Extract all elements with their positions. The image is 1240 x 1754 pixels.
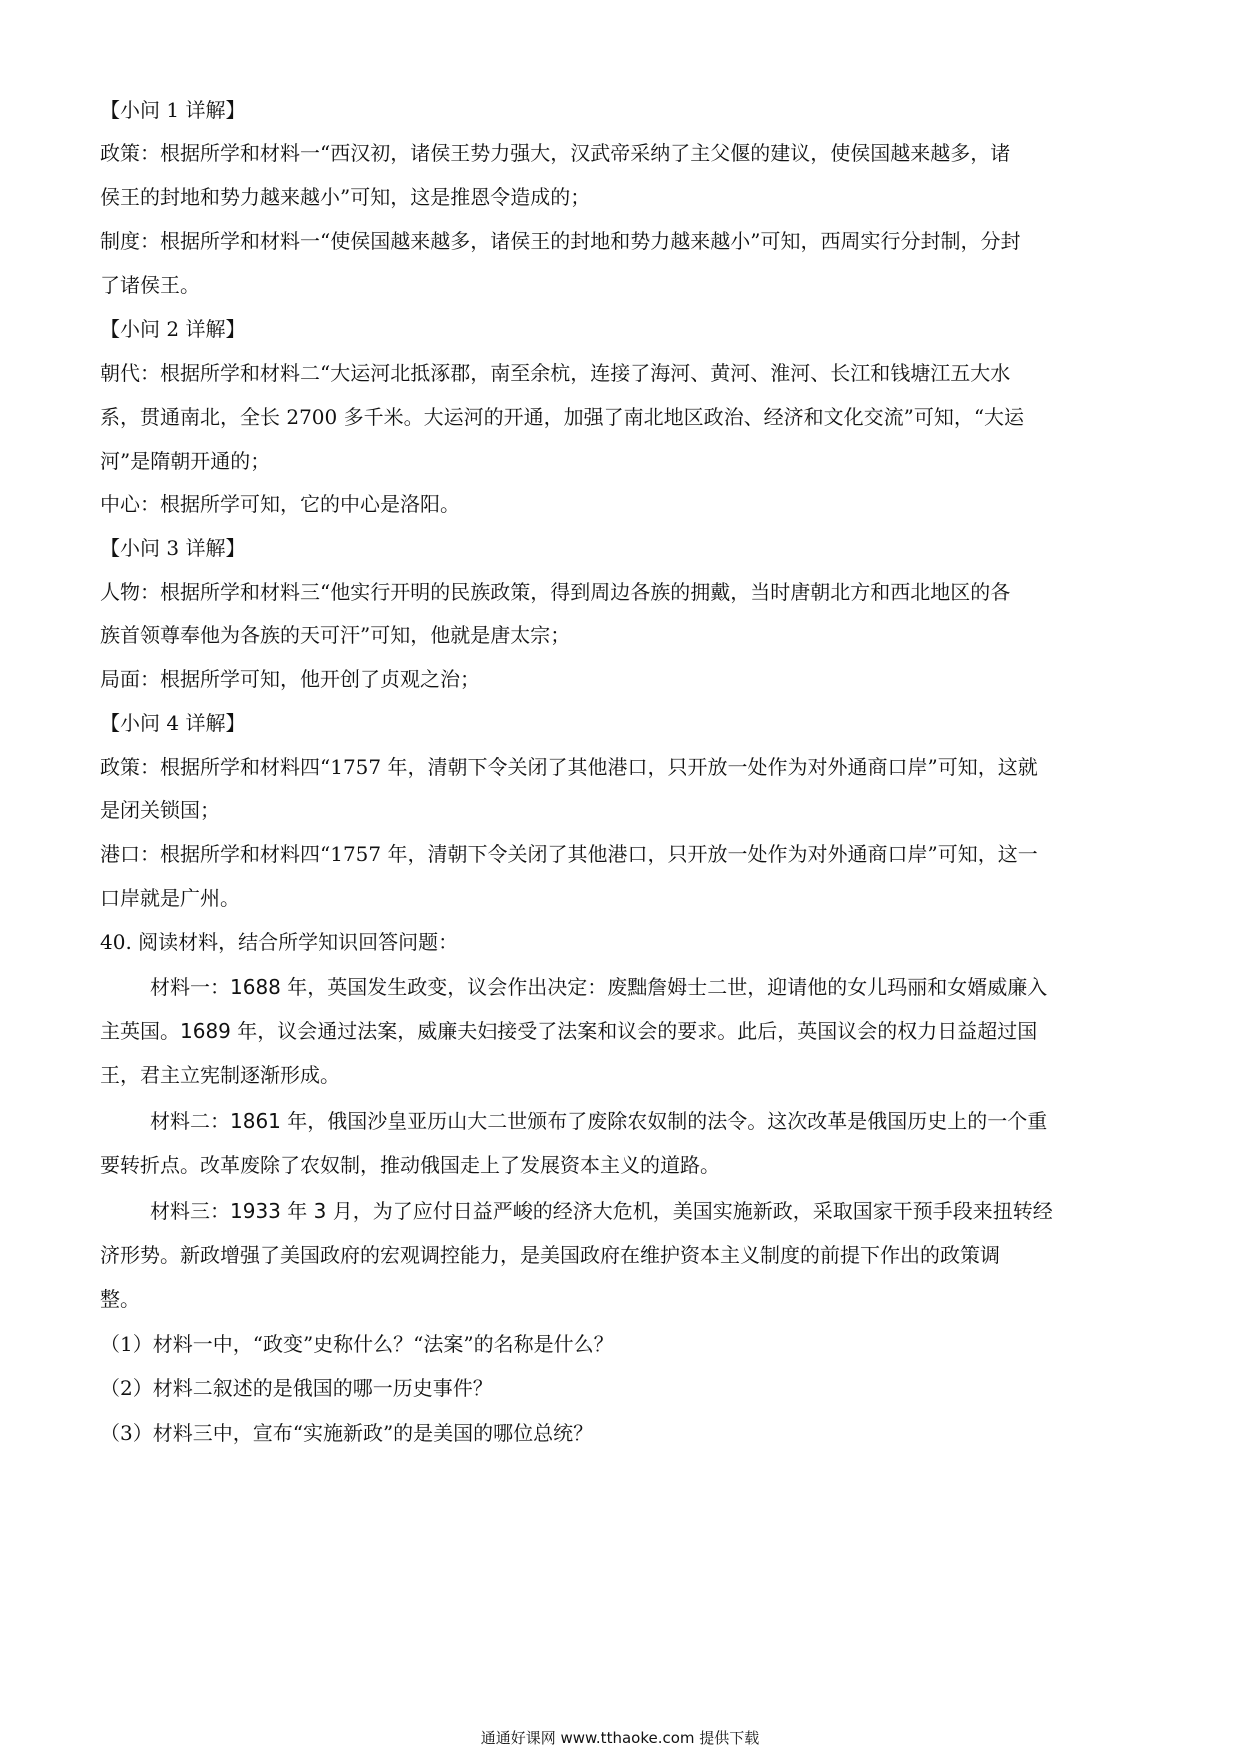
subquestion-2: （2）材料二叙述的是俄国的哪一历史事件？ (100, 1376, 493, 1400)
section-2-p1-line1: 朝代：根据所学和材料二“大运河北抵涿郡，南至余杭，连接了海河、黄河、淮河、长江和钱塘江五大水 (100, 361, 1011, 385)
section-1-heading: 【小问 1 详解】 (100, 98, 246, 122)
section-3-heading: 【小问 3 详解】 (100, 536, 246, 560)
section-1-p2-line1: 制度：根据所学和材料一“使侯国越来越多，诸侯王的封地和势力越来越小”可知，西周实行分封制，分封 (100, 229, 1021, 253)
section-4-p1-line1: 政策：根据所学和材料四“1757 年，清朝下令关闭了其他港口，只开放一处作为对外通商口岸”可知，这就 (100, 755, 1038, 779)
section-1-p2-line2: 了诸侯王。 (100, 273, 200, 297)
question-title: 40. 阅读材料，结合所学知识回答问题： (100, 930, 459, 954)
material-3-line1: 材料三：1933 年 3 月，为了应付日益严峻的经济大危机，美国实施新政，采取国家干预手段来扭转经 (150, 1199, 1053, 1223)
material-1-line3: 王，君主立宪制逐渐形成。 (100, 1063, 340, 1087)
section-1-p1-line1: 政策：根据所学和材料一“西汉初，诸侯王势力强大，汉武帝采纳了主父偃的建议，使侯国越来越多，诸 (100, 141, 1011, 165)
section-3-p1-line1: 人物：根据所学和材料三“他实行开明的民族政策，得到周边各族的拥戴，当时唐朝北方和西北地区的各 (100, 580, 1011, 604)
material-3-line2: 济形势。新政增强了美国政府的宏观调控能力，是美国政府在维护资本主义制度的前提下作出的政策调 (100, 1243, 1000, 1267)
material-2-line1: 材料二：1861 年，俄国沙皇亚历山大二世颁布了废除农奴制的法令。这次改革是俄国历史上的一个重 (150, 1109, 1048, 1133)
section-1-p1-line2: 侯王的封地和势力越来越小”可知，这是推恩令造成的； (100, 185, 591, 209)
section-2-p1-line3: 河”是隋朝开通的； (100, 449, 271, 473)
section-4-p1-line2: 是闭关锁国； (100, 798, 220, 822)
section-2-p2-line1: 中心：根据所学可知，它的中心是洛阳。 (100, 492, 460, 516)
material-1-line1: 材料一：1688 年，英国发生政变，议会作出决定：废黜詹姆士二世，迎请他的女儿玛丽和女婿威廉入 (150, 975, 1048, 999)
section-4-p2-line2: 口岸就是广州。 (100, 886, 240, 910)
subquestion-3: （3）材料三中，宣布“实施新政”的是美国的哪位总统？ (100, 1421, 594, 1445)
material-1-line2: 主英国。1689 年，议会通过法案，威廉夫妇接受了法案和议会的要求。此后，英国议会的权力日益超过国 (100, 1019, 1038, 1043)
section-3-p2-line1: 局面：根据所学可知，他开创了贞观之治； (100, 667, 480, 691)
section-3-p1-line2: 族首领尊奉他为各族的天可汗”可知，他就是唐太宗； (100, 623, 571, 647)
material-2-line2: 要转折点。改革废除了农奴制，推动俄国走上了发展资本主义的道路。 (100, 1153, 720, 1177)
material-3-line3: 整。 (100, 1287, 140, 1311)
section-4-heading: 【小问 4 详解】 (100, 711, 246, 735)
section-4-p2-line1: 港口：根据所学和材料四“1757 年，清朝下令关闭了其他港口，只开放一处作为对外通商口岸”可知，这一 (100, 842, 1038, 866)
section-2-p1-line2: 系，贯通南北，全长 2700 多千米。大运河的开通，加强了南北地区政治、经济和文化交流”可知，“大运 (100, 405, 1025, 429)
subquestion-1: （1）材料一中，“政变”史称什么？“法案”的名称是什么？ (100, 1332, 614, 1356)
section-2-heading: 【小问 2 详解】 (100, 317, 246, 341)
page-footer: 通通好课网 www.tthaoke.com 提供下载 (480, 1729, 760, 1747)
